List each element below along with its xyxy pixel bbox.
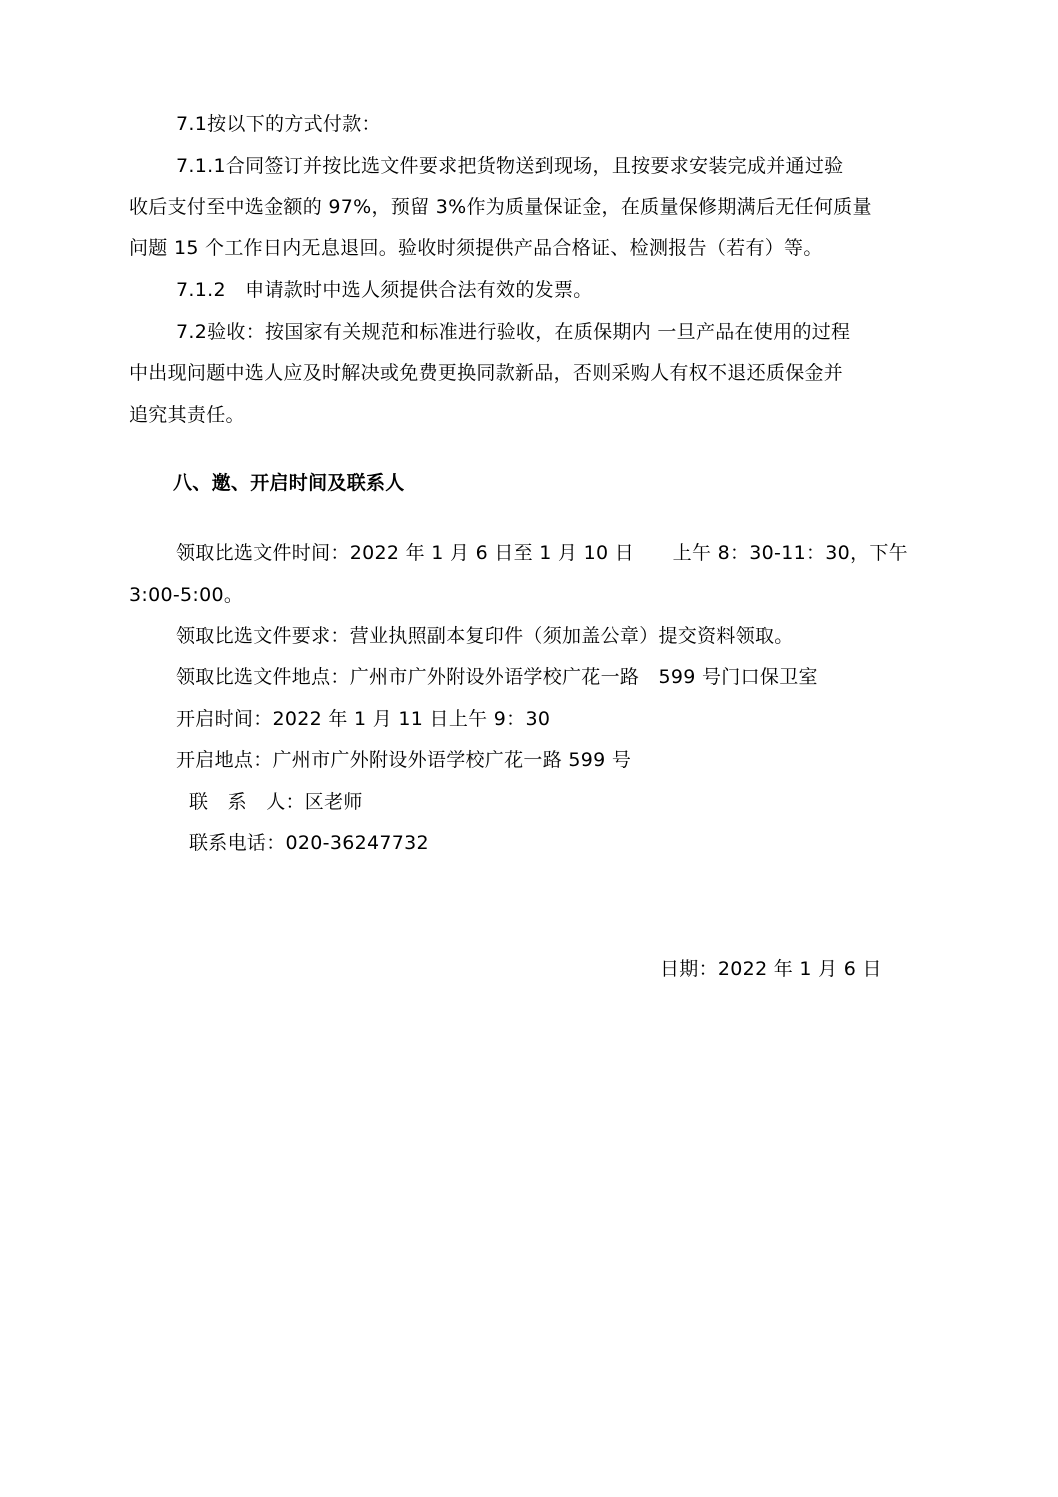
clause-7-2-line-1: 7.2验收：按国家有关规范和标准进行验收，在质保期内 一旦产品在使用的过程 <box>176 321 851 343</box>
clause-7-2-line-2: 中出现问题中选人应及时解决或免费更换同款新品，否则采购人有权不退还质保金并 <box>129 362 844 384</box>
clause-7-1: 7.1按以下的方式付款： <box>176 113 381 135</box>
clause-7-1-2: 7.1.2 申请款时中选人须提供合法有效的发票。 <box>176 279 593 301</box>
section-8-heading: 八、邀、开启时间及联系人 <box>173 472 405 494</box>
clause-7-1-1-line-1: 7.1.1合同签订并按比选文件要求把货物送到现场，且按要求安装完成并通过验 <box>176 155 844 177</box>
clause-7-1-1-line-2: 收后支付至中选金额的 97%，预留 3%作为质量保证金，在质量保修期满后无任何质量 <box>129 196 872 218</box>
contact-phone: 联系电话：020-36247732 <box>189 832 429 854</box>
collect-time-line-2: 3:00-5:00。 <box>129 584 244 606</box>
clause-7-2-line-3: 追究其责任。 <box>129 404 245 426</box>
open-time: 开启时间：2022 年 1 月 11 日上午 9：30 <box>176 708 551 730</box>
clause-7-1-1-line-3: 问题 15 个工作日内无息退回。验收时须提供产品合格证、检测报告（若有）等。 <box>129 237 823 259</box>
collect-requirement: 领取比选文件要求：营业执照副本复印件（须加盖公章）提交资料领取。 <box>176 625 794 647</box>
collect-time-line-1: 领取比选文件时间：2022 年 1 月 6 日至 1 月 10 日 上午 8：30-11：30，下午 <box>176 542 908 564</box>
contact-person: 联 系 人：区老师 <box>189 791 363 813</box>
collect-location: 领取比选文件地点：广州市广外附设外语学校广花一路 599 号门口保卫室 <box>176 666 818 688</box>
open-location: 开启地点：广州市广外附设外语学校广花一路 599 号 <box>176 749 632 771</box>
document-date: 日期：2022 年 1 月 6 日 <box>660 958 882 980</box>
